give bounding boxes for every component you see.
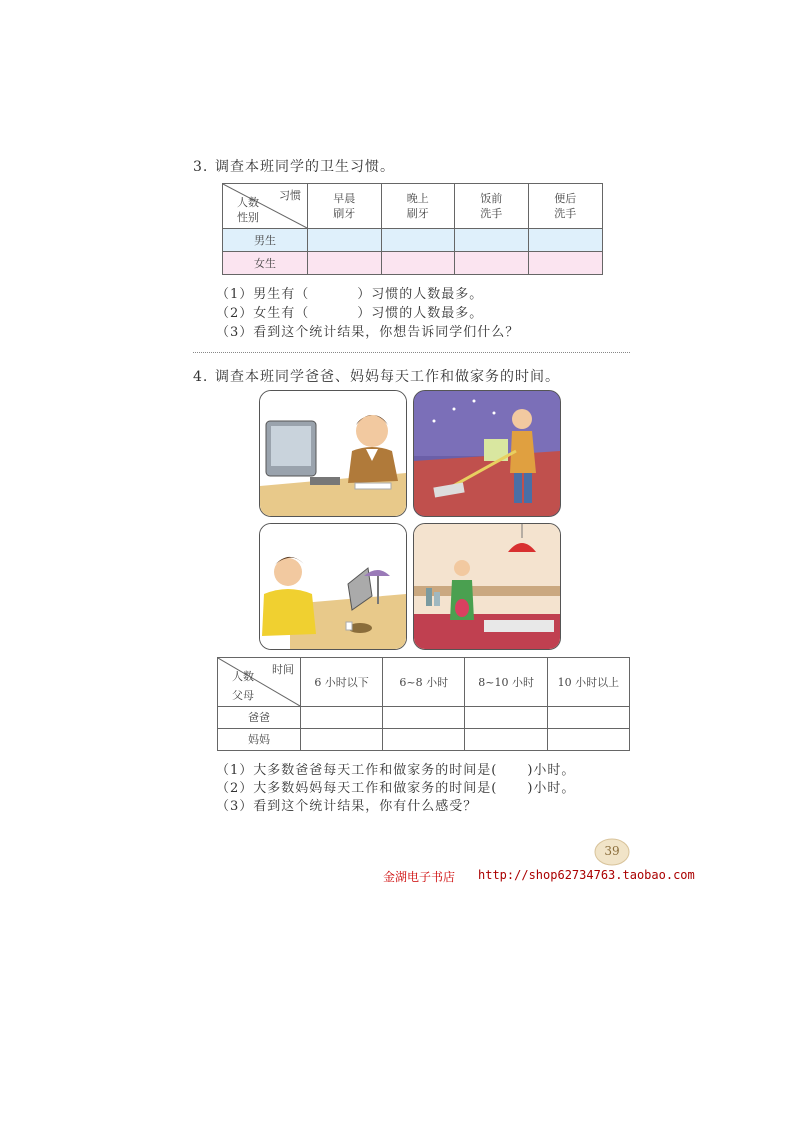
q4-header-1: 6~8 小时 bbox=[383, 658, 465, 707]
page-number-badge bbox=[594, 838, 630, 866]
table-cell[interactable] bbox=[381, 229, 455, 252]
q3-title-text: 调查本班同学的卫生习惯。 bbox=[215, 159, 395, 175]
q4-corner-top: 时间 bbox=[272, 663, 294, 676]
table-row bbox=[223, 252, 603, 275]
q4-corner-mid: 人数 bbox=[232, 670, 254, 683]
q3-row-label-girls: 女生 bbox=[223, 252, 308, 275]
table-cell[interactable] bbox=[528, 252, 603, 275]
q3-corner-mid: 人数 bbox=[237, 196, 259, 209]
q3-corner-bottom: 性别 bbox=[237, 211, 259, 224]
q3-header-3: 便后 洗手 bbox=[528, 184, 603, 229]
table-row bbox=[218, 707, 630, 729]
q4-title-text: 调查本班同学爸爸、妈妈每天工作和做家务的时间。 bbox=[215, 369, 560, 385]
table-cell[interactable] bbox=[547, 729, 629, 751]
q3-number: 3. bbox=[193, 159, 209, 175]
table-cell[interactable] bbox=[383, 707, 465, 729]
section-divider bbox=[193, 352, 630, 353]
table-row bbox=[218, 729, 630, 751]
q3-header-1: 晚上 刷牙 bbox=[381, 184, 455, 229]
shop-name: 金湖电子书店 bbox=[383, 870, 456, 884]
q4-corner-bottom: 父母 bbox=[232, 689, 254, 702]
q4-question-2: （2）大多数妈妈每天工作和做家务的时间是( )小时。 bbox=[216, 781, 576, 796]
q4-table-corner bbox=[218, 658, 301, 707]
q4-row-label-mother: 妈妈 bbox=[218, 729, 301, 751]
q3-header-2: 饭前 洗手 bbox=[455, 184, 529, 229]
q4-row-label-father: 爸爸 bbox=[218, 707, 301, 729]
q3-header-0: 早晨 刷牙 bbox=[308, 184, 382, 229]
q4-title bbox=[193, 366, 560, 386]
table-cell[interactable] bbox=[308, 252, 382, 275]
table-cell[interactable] bbox=[301, 707, 383, 729]
table-cell[interactable] bbox=[528, 229, 603, 252]
q4-header-0: 6 小时以下 bbox=[301, 658, 383, 707]
q4-header-2: 8~10 小时 bbox=[465, 658, 547, 707]
mother-cooking-illustration bbox=[413, 523, 561, 650]
table-cell[interactable] bbox=[547, 707, 629, 729]
q3-row-label-boys: 男生 bbox=[223, 229, 308, 252]
q4-time-table bbox=[217, 657, 630, 751]
q4-header-3: 10 小时以上 bbox=[547, 658, 629, 707]
shop-url[interactable]: http://shop62734763.taobao.com bbox=[478, 868, 695, 882]
mother-at-laptop-illustration bbox=[259, 523, 407, 650]
q3-question-1: （1）男生有（ ）习惯的人数最多。 bbox=[216, 287, 484, 302]
father-mopping-illustration bbox=[413, 390, 561, 517]
q3-table-corner bbox=[223, 184, 308, 229]
table-cell[interactable] bbox=[465, 707, 547, 729]
father-at-computer-illustration bbox=[259, 390, 407, 517]
q3-title bbox=[193, 156, 395, 176]
q3-hygiene-table bbox=[222, 183, 603, 275]
table-cell[interactable] bbox=[308, 229, 382, 252]
table-cell[interactable] bbox=[381, 252, 455, 275]
q3-question-2: （2）女生有（ ）习惯的人数最多。 bbox=[216, 306, 484, 321]
table-cell[interactable] bbox=[301, 729, 383, 751]
table-cell[interactable] bbox=[465, 729, 547, 751]
page-number: 39 bbox=[604, 844, 620, 858]
q4-question-3: （3）看到这个统计结果，你有什么感受？ bbox=[216, 799, 478, 814]
q4-number: 4. bbox=[193, 369, 209, 385]
table-cell[interactable] bbox=[383, 729, 465, 751]
table-cell[interactable] bbox=[455, 229, 529, 252]
q3-corner-top: 习惯 bbox=[279, 189, 301, 202]
q4-question-1: （1）大多数爸爸每天工作和做家务的时间是( )小时。 bbox=[216, 763, 576, 778]
q3-question-3: （3）看到这个统计结果，你想告诉同学们什么？ bbox=[216, 325, 520, 340]
table-cell[interactable] bbox=[455, 252, 529, 275]
table-row bbox=[223, 229, 603, 252]
